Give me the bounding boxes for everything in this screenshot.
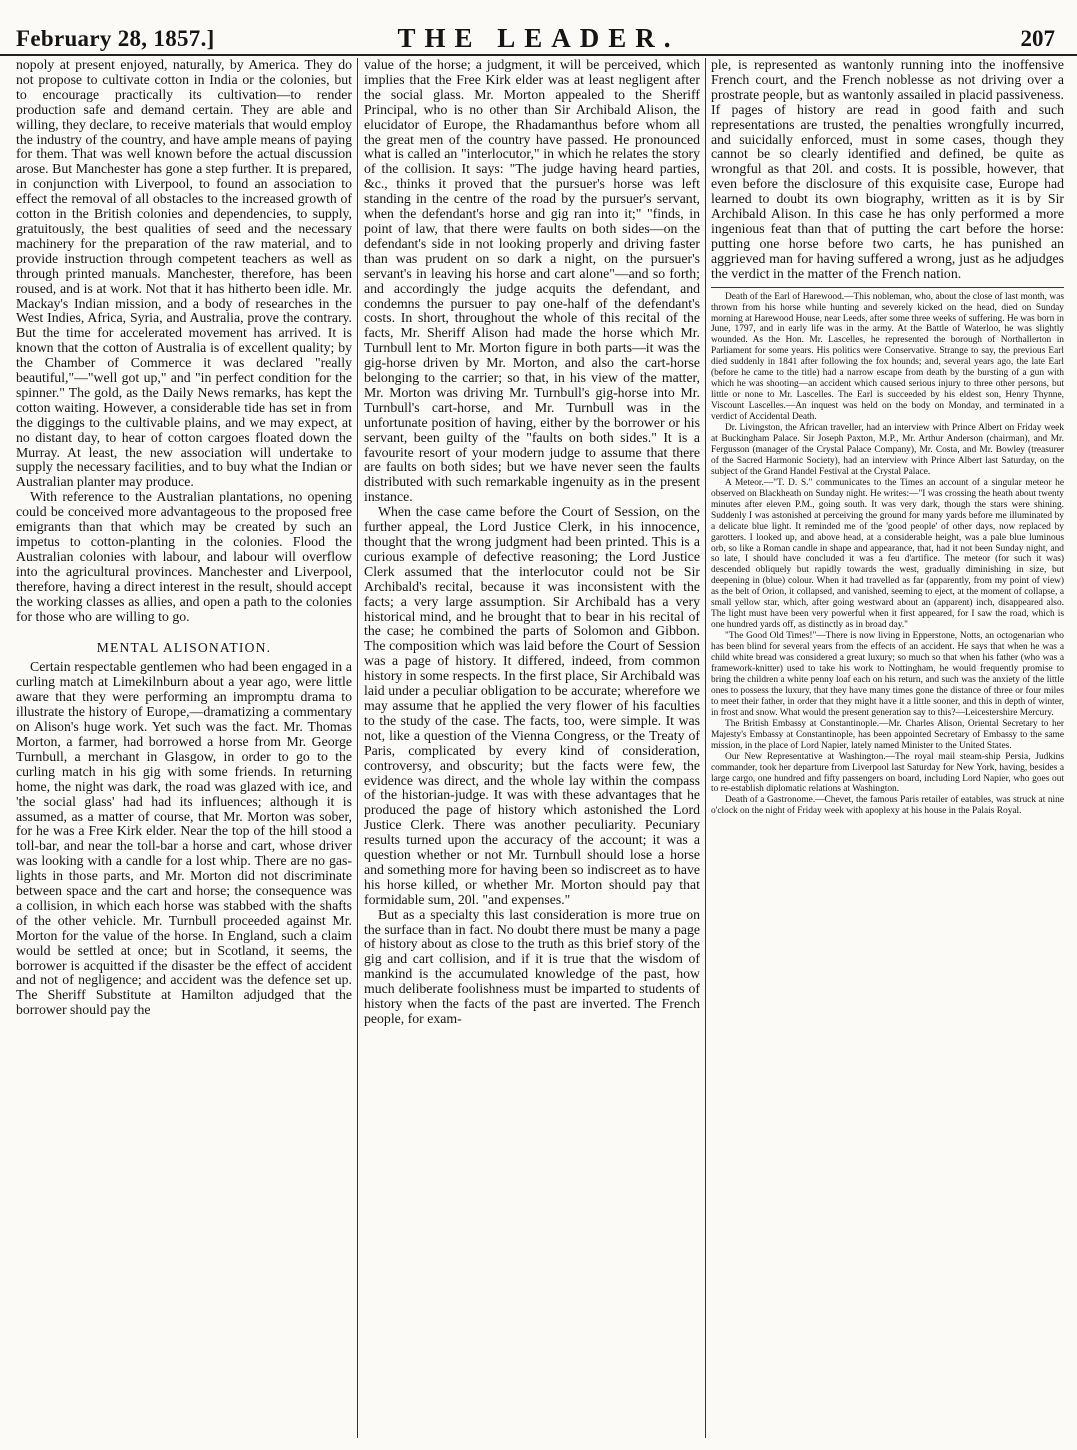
news-item: "The Good Old Times!"—There is now living in Epperstone, Notts, an octogenarian who has been blind for several years from the effects of an accident. He says that when he was a child white bread was considered a great luxury; so much so that when his father (who was a framework-knitter) used to take his work to Nottingham, he would frequently promise to bring the children a white penny loaf each on his return, and such was the anxiety of the little ones to possess the luxury, that they have many times gone the distance of three or four miles to meet their father, in order that they might have it a little sooner, and this in depth of winter, in frost and snow. What would the present generation say to this?—Leicestershire Mercury.: [711, 631, 1064, 718]
news-item: The British Embassy at Constantinople.—Mr. Charles Alison, Oriental Secretary to her Majesty's Embassy at Constantinople, has been appointed Secretary of Embassy to the same mission, in the place of Lord Napier, lately named Minister to the United States.: [711, 718, 1064, 751]
column-rule-right: [705, 58, 706, 1438]
masthead: [0, 0, 1077, 56]
article-paragraph: ple, is represented as wantonly running into the inoffensive French court, and the French noblesse as not driving over a prostrate people, but as wantonly assailed in placid passiveness. If pages of history are read in good faith and such representations are trusted, the penalties wrongfully incurred, and suicidally enforced, must in some cases, though they cannot be so clearly identified and defined, be quite as wrongful as that 20l. and costs. It is possible, however, that even before the disclosure of this exquisite case, Europe had learned to doubt its own biography, written as it is by Sir Archibald Alison. In this case he has only performed a more ingenious feat than that of putting the cart before the horse: putting one horse before two carts, he has punished an aggrieved man for having suffered a wrong, just as he adjudges the verdict in the matter of the French nation.: [711, 57, 1064, 281]
article-paragraph: Certain respectable gentlemen who had been engaged in a curling match at Limekilnburn about a year ago, were little aware that they were performing an impromptu drama to illustrate the history of Europe,—dramatizing a commentary on Alison's huge work. Yet such was the fact. Mr. Thomas Morton, a farmer, had borrowed a horse from Mr. George Turnbull, a merchant in Glasgow, in order to go to the curling match in his gig with some friends. In returning home, the night was dark, the road was glazed with ice, and 'the social glass' had had its influences; although it is assumed, as a matter of course, that Mr. Morton was sober, for he was a Free Kirk elder. Near the top of the hill stood a toll-bar, and near the toll-bar a horse and cart, whose driver was looking with a candle for a lost whip. There are no gas-lights in those parts, and Mr. Morton did not discriminate between space and the cart and horse; the consequence was a collision, in which each horse was stabbed with the shafts of the other vehicle. Mr. Turnbull proceeded against Mr. Morton for the value of the horse. In England, such a claim would be settled at once; but in Scotland, it seems, the borrower is acquitted if the disaster be the effect of accident and not of negligence; and accident was the defence set up. The Sheriff Substitute at Hamilton adjudged that the borrower should pay the: [16, 659, 352, 1018]
column-rule-left: [357, 58, 358, 1438]
page-number: 207: [1020, 26, 1055, 51]
article-paragraph: value of the horse; a judgment, it will be perceived, which implies that the Free Kirk elder was at least negligent after the social glass. Mr. Morton appealed to the Sheriff Principal, who is no other than Sir Archibald Alison, the elucidator of Europe, the Rhadamanthus before whom all the great men of the country have passed. He pronounced what is called an "interlocutor," in which he relates the story of the collision. It says: "The judge having heard parties, &c., thinks it proved that the pursuer's horse was left standing in the centre of the road by the pursuer's servant, when the defendant's horse and gig ran into it;" "finds, in point of law, that there were faults on both sides—on the defendant's side in not looking properly and driving faster than was prudent on so dark a night, on the pursuer's servant's in leaving his horse and cart alone"—and so forth; and accordingly the judge acquits the defendant, and condemns the pursuer to pay one-half of the defendant's costs. In short, throughout the whole of this recital of the facts, Mr. Sheriff Alison had made the horse which Mr. Turnbull lent to Mr. Morton figure in both parts—it was the gig-horse driven by Mr. Morton, and also the cart-horse belonging to the carrier; so that, in his view of the matter, Mr. Morton was driving Mr. Turnbull's gig-horse into Mr. Turnbull's cart-horse, and Mr. Turnbull was in the unfortunate position of having, either by the borrower or his servant, been guilty of the "faults on both sides." It is a favourite resort of your modern judge to assume that there are faults on both sides; but we have never seen the faults distributed with such remarkable ingenuity as in the present instance.: [364, 57, 700, 505]
article-paragraph: When the case came before the Court of Session, on the further appeal, the Lord Justice Clerk, in his innocence, thought that the wrong judgment had been printed. This is a curious example of defective reasoning; the Lord Justice Clerk assumed that the interlocutor could not be Sir Archibald's recital, because it was inconsistent with the facts; a very large assumption. Sir Archibald has a very historical mind, and he brought that to bear in his recital of the case; he combined the parts of Solomon and Gibbon. The composition which was laid before the Court of Session was a page of history. It differed, indeed, from common history in some respects. In the first place, Sir Archibald was laid under a peculiar obligation to be accurate; wherefore we may assume that he applied the very flower of his faculties to the study of the case. The facts, too, were simple. It was not, like a question of the Vienna Congress, or the Treaty of Paris, complicated by every kind of consideration, controversy, and obscurity; but the facts were few, the evidence was direct, and the whole lay within the compass of the historian-judge. It was with these advantages that he produced the page of history which astonished the Lord Justice Clerk. There was another peculiarity. Pecuniary results turned upon the accuracy of the account; it was a question whether or not Mr. Turnbull should lose a horse and something more for having been so indiscreet as to have his horse killed, or whether Mr. Morton should pay that formidable sum, 20l. "and expenses.": [364, 504, 700, 907]
news-item: Death of the Earl of Harewood.—This nobleman, who, about the close of last month, was thrown from his horse while hunting and severely kicked on the head, died on Sunday morning at Harewood House, near Leeds, after some three weeks of suffering. He was born in June, 1797, and in early life was in the army. At the Battle of Waterloo, he was slightly wounded. As the Hon. Mr. Lascelles, he represented the borough of Northallerton in Parliament for some years. His politics were Conservative. Strange to say, the previous Earl died suddenly in 1841 after following the fox hounds; and, several years ago, the late Earl (before he came to the title) had a narrow escape from death by the bursting of a gun with which he was shooting—an accident which caused serious injury to three other persons, but little or none to Mr. Lascelles. The Earl is succeeded by his eldest son, Henry Thynne, Viscount Lascelles.—An inquest was held on the body on Monday, and terminated in a verdict of Accidental Death.: [711, 291, 1064, 423]
column-1: [16, 58, 352, 1018]
column-3: [711, 58, 1064, 817]
section-divider: [711, 287, 1064, 288]
article-paragraph: nopoly at present enjoyed, naturally, by America. They do not propose to cultivate cotton in India or the colonies, but to encourage practically its cultivation—to render production safe and demand certain. They are able and willing, they declare, to receive materials that would employ the industry of the country, and have ample means of paying for them. That was well known before the actual discussion arose. But Manchester has gone a step further. It is prepared, in conjunction with Liverpool, to found an association to effect the removal of all obstacles to the increased growth of cotton in the British colonies and dependencies, to supply, gratuitously, the best qualities of seed and the necessary machinery for the preparation of the raw material, and to provide instruction through competent teachers as well as through printed manuals. Manchester, therefore, has been roused, and is at work. Not that it has hitherto been idle. Mr. Mackay's Indian mission, and a body of researches in the West Indies, Africa, Syria, and Australia, prove the contrary. But the time for accelerated movement has arrived. It is known that the cotton of Australia is of excellent quality; by the Chamber of Commerce it was declared "really beautiful,"—"well got up," and "in perfect condition for the spinner." The gold, as the Daily News remarks, has kept the cotton waiting. However, a considerable tide has set in from the diggings to the cultivable plains, and we may expect, at no distant day, to hear of cotton cargoes floated down the Murray. At least, the new association will undertake to supply the necessary facilities, and to buy what the Indian or Australian planter may produce.: [16, 57, 352, 490]
issue-date: February 28, 1857.]: [16, 26, 215, 51]
news-item: Death of a Gastronome.—Chevet, the famous Paris retailer of eatables, was struck at nine o'clock on the night of Friday week with apoplexy at his house in the Palais Royal.: [711, 795, 1064, 817]
article-paragraph: But as a specialty this last consideration is more true on the surface than in fact. No doubt there must be many a page of history about as close to the truth as this brief story of the gig and cart collision, and if it is true that the wisdom of mankind is the accumulated knowledge of the past, how much deliberate foolishness must be imparted to students of history when the facts of the past are inverted. The French people, for exam-: [364, 906, 700, 1026]
article-heading: MENTAL ALISONATION.: [96, 640, 272, 656]
news-item: A Meteor.—"T. D. S." communicates to the Times an account of a singular meteor he observed on Blackheath on Sunday night. He writes:—"I was crossing the heath about twenty minutes after eleven P.M., going south. It was very dark, though the stars were shining. Suddenly I was astonished at perceiving the ground for many yards before me illuminated by a delicate blue light. It reminded me of the 'good people' of other days, now replaced by garotters. I looked up, and above head, at a considerable height, was a pale blue luminous orb, so like a Roman candle in shape and appearance, that, had it not been Sunday night, and so late, I should have concluded it was a feu d'artifice. The meteor (for such it was) descended obliquely but rapidly towards the west, gradually diminishing in size, but deepening in (blue) colour. When it had travelled as far (apparently, from my point of view) as the belt of Orion, it collapsed, and vanished, seeming to eject, at the moment of collapse, a small yellow star, which, after going westward about an (apparent) inch, disappeared also. The light must have been very powerful when it first appeared, for I saw the road, which is one hundred yards off, as distinctly as in broad day.": [711, 477, 1064, 631]
article-paragraph: With reference to the Australian plantations, no opening could be conceived more advantageous to the proposed free emigrants than that which may be created by such an impetus to cotton-planting in the colonies. Flood the Australian colonies with labour, and labour will overflow into the agricultural provinces. Manchester and Liverpool, therefore, having a direct interest in the result, should accept the working classes as allies, and open a path to the colonies for those who are willing to go.: [16, 489, 352, 624]
news-item: Our New Representative at Washington.—The royal mail steam-ship Persia, Judkins commander, took her departure from Liverpool last Saturday for New York, having, besides a large cargo, one hundred and fifty passengers on board, including Lord Napier, who goes out to re-establish diplomatic relations at Washington.: [711, 751, 1064, 795]
news-item: Dr. Livingston, the African traveller, had an interview with Prince Albert on Friday week at Buckingham Palace. Sir Joseph Paxton, M.P., Mr. Arthur Anderson (chairman), and Mr. Fergusson (manager of the Crystal Palace Company), Mr. Costa, and Mr. Bowley (treasurer of the Sacred Harmonic Society), had an interview with Prince Albert last Saturday, on the subject of the Grand Handel Festival at the Crystal Palace.: [711, 423, 1064, 477]
column-2: [364, 58, 700, 1027]
newspaper-title: THE LEADER.: [397, 23, 680, 53]
